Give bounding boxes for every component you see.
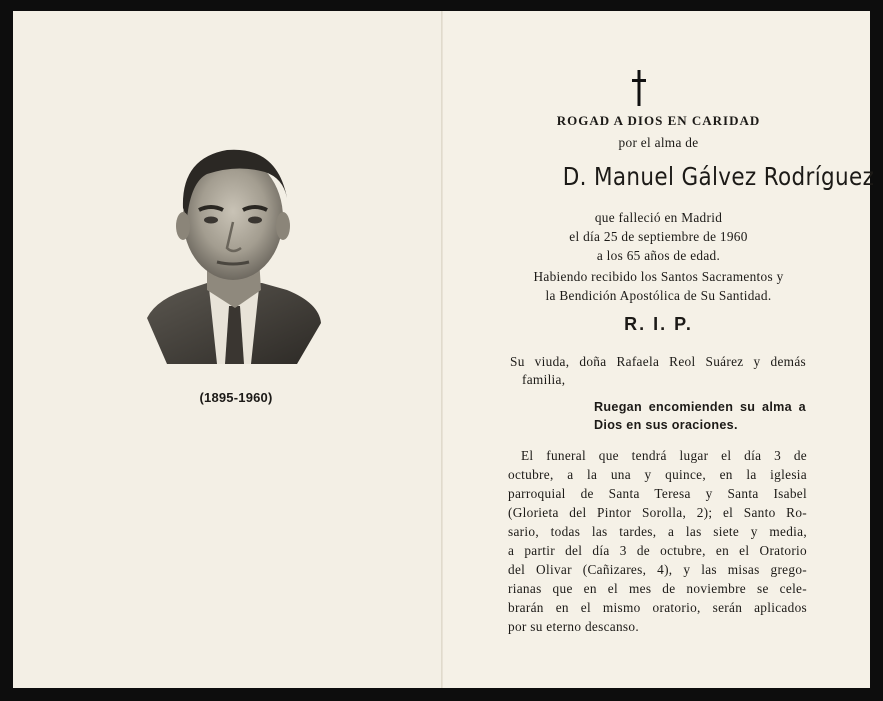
death-line-3: a los 65 años de edad. — [596, 248, 721, 263]
latin-cross-icon — [632, 70, 646, 106]
prayer-header: ROGAD A DIOS EN CARIDAD — [556, 113, 761, 128]
family-line-1: Su viuda, doña Rafaela Reol Suárez y demás — [510, 354, 806, 369]
funeral-line-10: por su eterno descanso. — [508, 619, 639, 634]
life-dates: (1895-1960) — [199, 390, 273, 405]
family-line-2: familia, — [522, 372, 566, 387]
rip-text: R. I. P. — [624, 314, 693, 334]
funeral-line-9: brarán en el mismo oratorio, serán aplicados — [508, 600, 807, 615]
request-line-1: Ruegan encomienden su alma a — [594, 400, 806, 414]
request-line-2: Dios en sus oraciones. — [594, 418, 738, 432]
funeral-line-3: parroquial de Santa Teresa y Santa Isabel — [508, 486, 807, 501]
funeral-line-5: sario, todas las tardes, a las siete y media, — [508, 524, 807, 539]
funeral-line-1: El funeral que tendrá lugar el día 3 de — [521, 448, 807, 463]
death-line-2: el día 25 de septiembre de 1960 — [569, 229, 748, 244]
portrait-photo — [147, 138, 321, 364]
deceased-name: D. Manuel Gálvez Rodríguez — [562, 162, 875, 191]
sacraments-line-2: la Bendición Apostólica de Su Santidad. — [545, 288, 772, 303]
funeral-line-7: del Olivar (Cañizares, 4), y las misas grego- — [508, 562, 807, 577]
funeral-line-4: (Glorieta del Pintor Sorolla, 2); el Santo Ro- — [508, 505, 807, 520]
funeral-line-8: rianas que en el mes de noviembre se cele- — [508, 581, 807, 596]
funeral-line-6: a partir del día 3 de octubre, en el Oratorio — [508, 543, 807, 558]
death-line-1: que falleció en Madrid — [594, 210, 723, 225]
sacraments-line-1: Habiendo recibido los Santos Sacramentos y — [533, 269, 784, 284]
funeral-line-2: octubre, a la una y quince, en la iglesia — [508, 467, 807, 482]
soul-of-line: por el alma de — [618, 135, 699, 150]
